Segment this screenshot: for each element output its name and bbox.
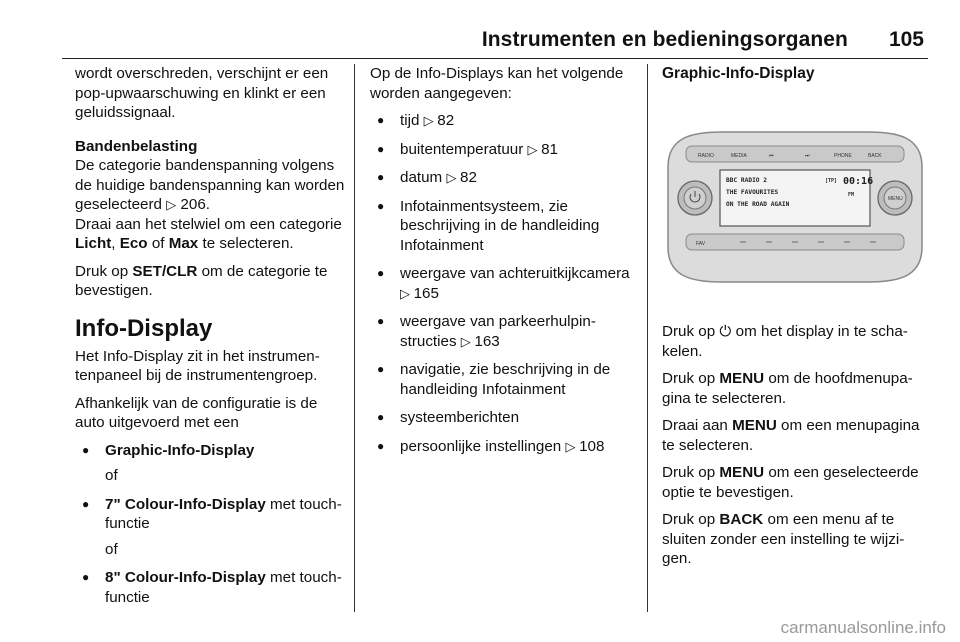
or-text: of [105, 467, 118, 484]
watermark: carmanualsonline.info [780, 618, 946, 637]
tire-paragraph-1: De categorie bandenspanning volgens de huidige bandenspanning kan worden geselecteerd ▷ 206. Draai aan het stelwiel om een categorie Licht, Eco of Max te selecteren. [75, 157, 345, 252]
list-item: ● persoonlijke instellingen ▷ 108 [370, 437, 638, 457]
list-item: ● buitentemperatuur ▷ 81 [370, 140, 638, 160]
section-heading: Info-Display [75, 314, 213, 342]
display-line-3: ON THE ROAD AGAIN [726, 201, 790, 208]
column-3 [662, 64, 928, 84]
band-indicator: FM [848, 192, 855, 198]
media-button: MEDIA [731, 153, 747, 159]
page-ref-icon: ▷ [166, 197, 177, 212]
back-paragraph: Druk op BACK om een menu af te sluiten zonder een instelling te wijzigen. [662, 511, 905, 567]
list-item: ● datum ▷ 82 [370, 168, 638, 188]
intro-paragraph: wordt overschreden, verschijnt er een pop-upwaarschuwing en klinkt er een geluidssignaal. [75, 65, 329, 121]
display-type-list [75, 441, 347, 461]
page-title: Instrumenten en bedieningsorganen [481, 28, 848, 51]
intro-paragraph: Op de Info-Displays kan het volgende worden aangegeven: [370, 65, 624, 102]
prev-button: ⏮ [769, 153, 774, 159]
tire-paragraph-2: Druk op SET/CLR om de categorie te bevestigen. [75, 262, 328, 299]
graphic-info-heading: Graphic-Info-Display [662, 65, 815, 82]
list-item: ● weergave van achteruitkijkcamera ▷ 165 [370, 264, 638, 303]
display-line-1: BBC RADIO 2 [726, 177, 767, 184]
menu-knob-label: MENU [888, 196, 903, 202]
column-3-text [662, 322, 928, 577]
page-ref-icon: ▷ [565, 438, 580, 454]
list-item: ● weergave van parkeerhulpinstructies ▷ 163 [370, 312, 638, 351]
page-ref-icon: ▷ [460, 333, 475, 349]
menu-paragraph-2: Draai aan MENU om een menupagina te selecteren. [662, 417, 920, 454]
list-item: ● 7" Colour-Info-Display met touchfunctie [75, 495, 347, 534]
page-ref-icon: ▷ [400, 285, 414, 301]
list-item: ● Infotainmentsysteem, zie beschrijving in de handleiding Infotainment [370, 197, 638, 256]
tp-indicator: [TP] [825, 178, 838, 184]
power-paragraph: Druk op ⏻ om het display in te schakelen. [662, 323, 908, 360]
info-list [370, 111, 638, 456]
list-item: ● 8" Colour-Info-Display met touchfunctie [75, 568, 347, 607]
back-button: BACK [868, 153, 882, 159]
column-1 [75, 64, 347, 616]
power-icon: ⏻ [719, 323, 732, 340]
list-item: ● Graphic-Info-Display [75, 441, 347, 461]
page-ref-icon: ▷ [446, 170, 461, 185]
page-number: 105 [888, 28, 924, 51]
page-header [62, 28, 928, 59]
fav-button: FAV [696, 241, 706, 247]
phone-button: PHONE [834, 153, 852, 159]
column-2 [370, 64, 638, 465]
list-item: ● tijd ▷ 82 [370, 111, 638, 131]
display-time: 00:16 [843, 176, 874, 187]
page-ref-icon: ▷ [527, 141, 542, 157]
display-type-list [75, 568, 347, 607]
section-paragraph-2: Afhankelijk van de configuratie is de auto uitgevoerd met een [75, 394, 318, 431]
section-paragraph-1: Het Info-Display zit in het instrumentenpaneel bij de instrumentengroep. [75, 347, 320, 384]
graphic-info-display-figure [662, 112, 928, 302]
tire-heading: Bandenbelasting [75, 137, 198, 155]
page-ref-icon: ▷ [423, 113, 438, 128]
column-divider [354, 64, 355, 612]
display-type-list [75, 495, 347, 534]
display-line-2: THE FAVOURITES [726, 189, 779, 196]
list-item: ● navigatie, zie beschrijving in de handleiding Infotainment [370, 360, 638, 399]
menu-paragraph-3: Druk op MENU om een geselecteerde optie te bevestigen. [662, 464, 919, 501]
or-text: of [105, 540, 118, 558]
radio-button: RADIO [698, 153, 714, 159]
list-item: ● systeemberichten [370, 408, 638, 428]
menu-paragraph-1: Druk op MENU om de hoofdmenupagina te selecteren. [662, 370, 913, 407]
next-button: ⏭ [805, 153, 810, 159]
column-divider [647, 64, 648, 612]
